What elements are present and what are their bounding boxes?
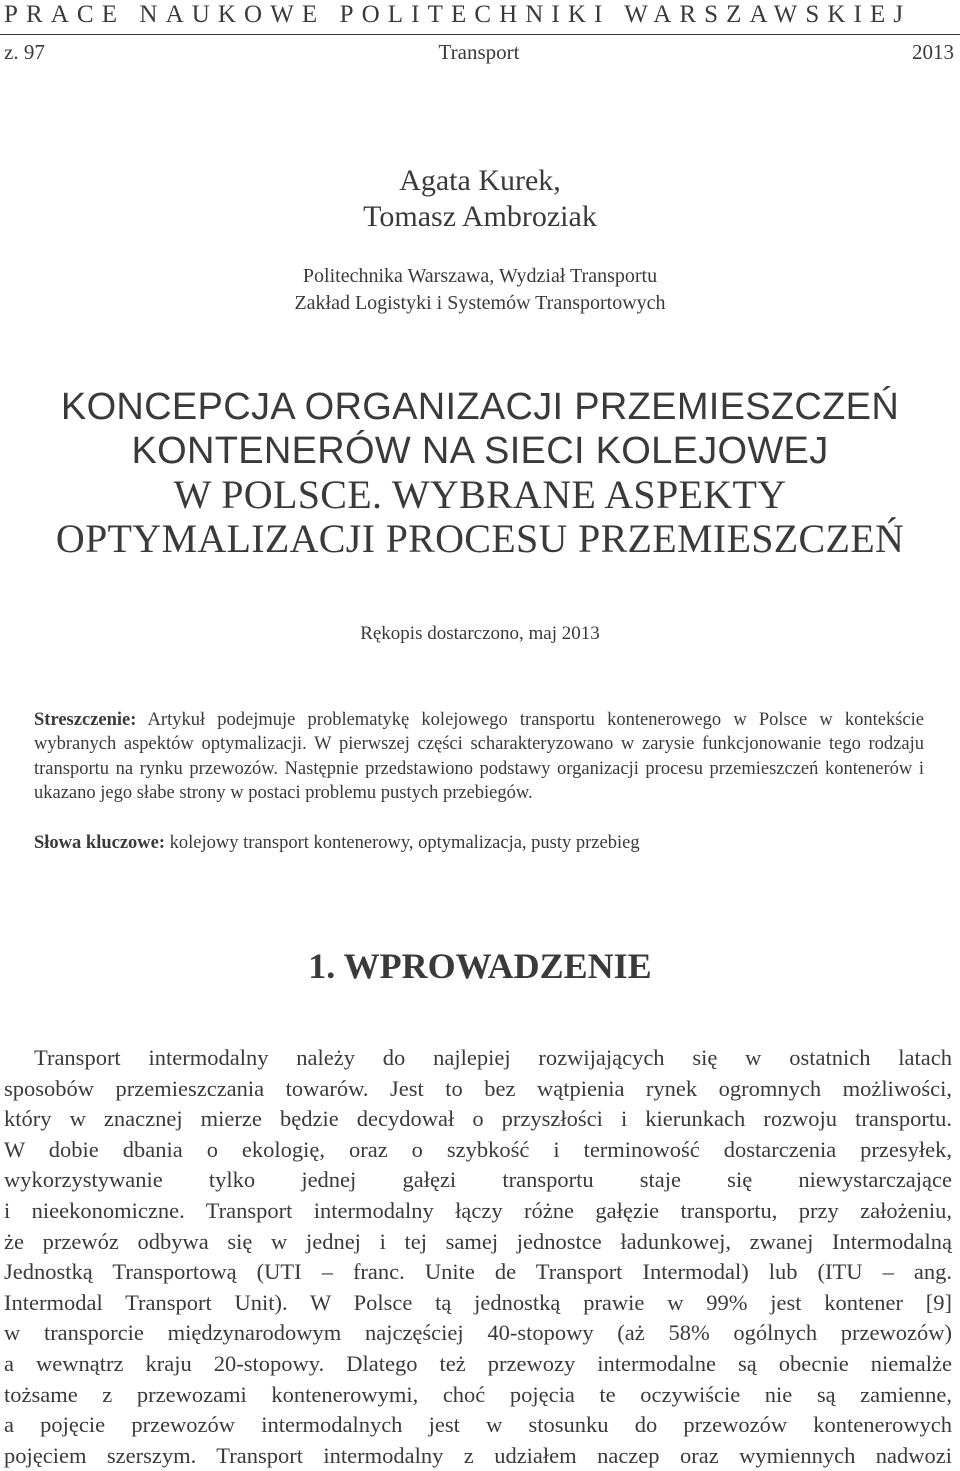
keywords-text: kolejowy transport kontenerowy, optymalizacja, pusty przebieg (169, 833, 640, 853)
intro-line: tożsame z przewozami kontenerowymi, choć pojęcia te oczywiście nie są zamienne, (4, 1381, 952, 1407)
intro-line: który w znacznej mierze będzie decydował o przyszłości i kierunkach rozwoju transportu. (4, 1106, 952, 1132)
authors (0, 163, 960, 235)
intro-line: sposobów przemieszczania towarów. Jest to bez wątpienia rynek ogromnych możliwości, (4, 1075, 952, 1101)
issue-year: 2013 (912, 40, 954, 64)
intro-line: i nieekonomiczne. Transport intermodalny łączy różne gałęzie transportu, przy założeniu, (4, 1197, 952, 1223)
paper-title (0, 385, 960, 561)
abstract-label: Streszczenie: (34, 710, 137, 730)
intro-line: a wewnątrz kraju 20-stopowy. Dlatego też przewozy intermodalne są obecnie niemalże (4, 1350, 952, 1376)
author-1: Agata Kurek, (399, 164, 561, 197)
abstract-text: Artykuł podejmuje problematykę kolejowego transportu kontenerowego w Polsce w kontekście wybranych aspektów optymalizacji. W pierwszej części scharakteryzowano w zarysie funkcjonowanie tego rodzaju transportu na rynku przewozów. Następnie przedstawiono podstawy organizacji procesu przemieszczeń kontenerów i ukazano jego słabe strony w postaci problemu pustych przebiegów. (34, 710, 924, 804)
intro-line: Intermodal Transport Unit). W Polsce tą jednostką prawie w 99% jest kontener [9] (4, 1289, 952, 1315)
section-heading: 1. WPROWADZENIE (308, 946, 652, 986)
intro-line: że przewóz odbywa się w jednej i tej samej jednostce ładunkowej, zwanej Intermodalną (4, 1228, 952, 1254)
affiliation (0, 263, 960, 317)
intro-line: Transport intermodalny należy do najlepiej rozwijających się w ostatnich latach (34, 1045, 952, 1070)
title-line-2: KONTENERÓW NA SIECI KOLEJOWEJ (131, 430, 829, 472)
series-name: Transport (438, 40, 520, 64)
keywords (34, 830, 924, 856)
affiliation-line-1: Politechnika Warszawa, Wydział Transportu (302, 265, 658, 287)
title-line-3: W POLSCE. WYBRANE ASPEKTY (173, 472, 787, 517)
title-line-1: KONCEPCJA ORGANIZACJI PRZEMIESZCZEŃ (60, 386, 900, 428)
intro-line: a pojęcie przewozów intermodalnych jest w stosunku do przewozów kontenerowych (4, 1412, 952, 1438)
affiliation-line-2: Zakład Logistyki i Systemów Transportowych (294, 292, 666, 314)
intro-line: pojęciem szerszym. Transport intermodalny z udziałem naczep oraz wymiennych nadwozi (4, 1442, 952, 1468)
issue-number: z. 97 (4, 40, 45, 64)
intro-paragraph (4, 1043, 952, 1471)
intro-line: W dobie dbania o ekologię, oraz o szybkość i terminowość dostarczenia przesyłek, (4, 1136, 952, 1162)
header-rule (0, 34, 960, 35)
keywords-label: Słowa kluczowe: (34, 833, 166, 853)
title-line-4: OPTYMALIZACJI PROCESU PRZEMIESZCZEŃ (55, 516, 905, 561)
received-date: Rękopis dostarczono, maj 2013 (360, 623, 600, 644)
intro-line: w transporcie międzynarodowym najczęściej 40-stopowy (aż 58% ogólnych przewozów) (4, 1320, 952, 1346)
journal-name: PRACE NAUKOWE POLITECHNIKI WARSZAWSKIEJ (4, 1, 912, 28)
abstract (34, 708, 924, 806)
issue-line (4, 37, 954, 67)
intro-line: wykorzystywanie tylko jednej gałęzi transportu staje się niewystarczające (4, 1167, 952, 1193)
intro-line: Jednostką Transportową (UTI – franc. Unite de Transport Intermodal) lub (ITU – ang. (4, 1259, 952, 1285)
author-2: Tomasz Ambroziak (363, 200, 597, 233)
